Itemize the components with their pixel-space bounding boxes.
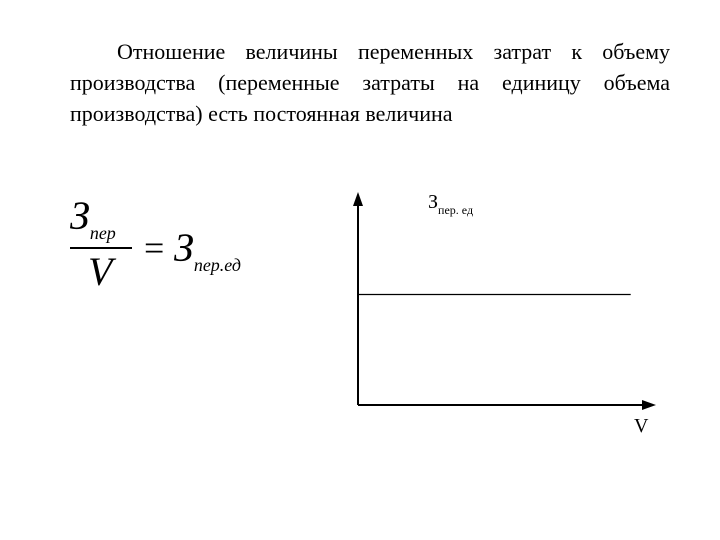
x-axis-arrow	[642, 400, 656, 410]
paragraph-line-1: Отношение величины переменных затрат к	[117, 39, 583, 64]
y-axis-symbol: З	[428, 191, 439, 213]
formula-denominator: V	[88, 249, 113, 294]
numerator-subscript: пер	[89, 223, 116, 243]
paragraph-line-3: единицу объема производства) есть постоянная	[70, 70, 670, 126]
rhs-subscript: пер.ед	[193, 255, 241, 275]
x-axis-label: V	[634, 415, 649, 437]
rhs-symbol: З	[174, 225, 194, 270]
numerator-symbol: З	[70, 193, 90, 238]
equals-sign: =	[144, 228, 165, 268]
y-axis-subscript: пер. ед	[438, 203, 474, 217]
paragraph-line-2: объему производства (переменные затраты на	[70, 39, 671, 95]
y-axis-arrow	[353, 192, 363, 206]
paragraph-line-4: величина	[365, 101, 453, 126]
y-axis-label	[428, 190, 473, 222]
